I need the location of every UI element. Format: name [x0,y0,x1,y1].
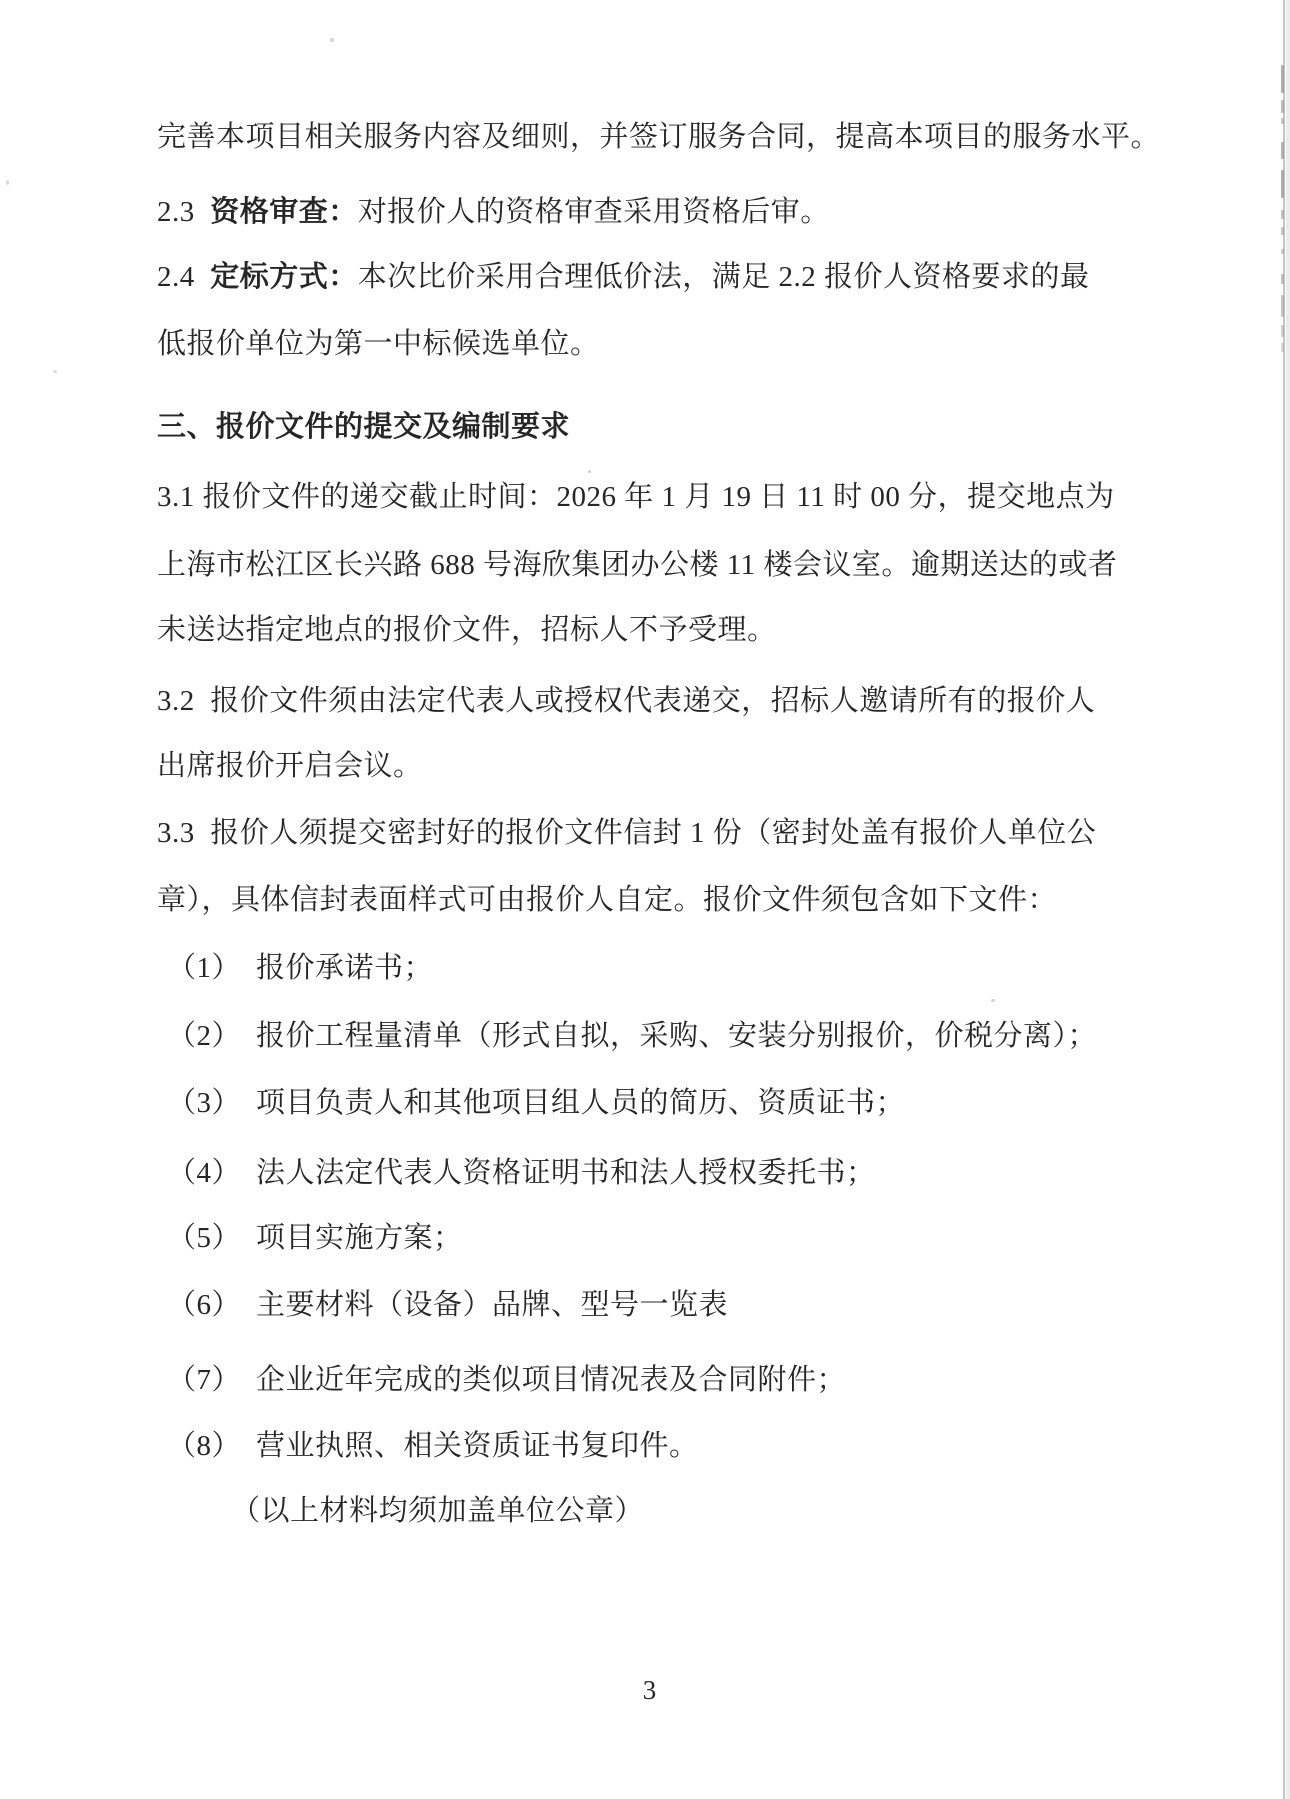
section-3-heading [157,405,1217,449]
line-text: （6） 主要材料（设备）品牌、型号一览表 [167,1289,729,1321]
line-text: 出席报价开启会议。 [157,750,423,782]
note-official-seal-requirement [231,1489,1290,1533]
list-item-6-materials-brand-list [167,1283,1227,1327]
clause-2-4-continuation [157,322,1217,366]
clause-3-3-continuation [157,878,1217,922]
list-item-2-bill-of-quantities [167,1014,1227,1058]
clause-3-1-continuation [157,608,1217,652]
scan-artifact-dash [1281,65,1284,93]
line-text: （以上材料均须加盖单位公章） [231,1495,645,1527]
scan-artifact-dash [1281,118,1284,124]
scan-edge-band [1286,0,1290,1799]
scan-speck [6,180,9,185]
line-text: 本次比价采用合理低价法，满足 2.2 报价人资格要求的最 [357,261,1090,293]
list-item-3-personnel-resumes [167,1081,1227,1125]
page-number: 3 [642,1675,657,1705]
line-text: （4） 法人法定代表人资格证明书和法人授权委托书； [167,1157,876,1189]
scan-artifact-dash [1281,274,1284,284]
line-text: 3.2 报价文件须由法定代表人或授权代表递交，招标人邀请所有的报价人 [157,685,1096,717]
scan-artifact-dash [1281,325,1284,337]
clause-3-1-deadline [157,475,1217,519]
line-text: 3.1 报价文件的递交截止时间：2026 年 1 月 19 日 11 时 00 分，提交地点为 [157,481,1115,513]
line-text: 完善本项目相关服务内容及细则，并签订服务合同，提高本项目的服务水平。 [157,121,1161,153]
paragraph-continuation-service [157,115,1217,159]
list-item-5-implementation-plan [167,1216,1227,1260]
clause-2-3-qualification-review [157,190,1217,234]
list-item-1-commitment-letter [167,946,1227,990]
clause-2-4-award-method [157,255,1217,299]
scan-artifact-dash [1281,170,1284,198]
clause-3-3-sealed-envelope [157,811,1217,855]
line-text: （8） 营业执照、相关资质证书复印件。 [167,1430,699,1462]
line-text: 3.3 报价人须提交密封好的报价文件信封 1 份（密封处盖有报价人单位公 [157,817,1097,849]
scan-artifact-dash [1281,295,1284,317]
scan-artifact-dash [1281,100,1284,113]
scan-artifact-dash [1281,210,1284,219]
scan-artifact-dash [1281,142,1284,159]
scan-edge-line [1283,0,1285,1799]
scan-artifact-dash [1281,343,1284,352]
scan-artifact-dash [1281,227,1284,235]
line-text: （7） 企业近年完成的类似项目情况表及合同附件； [167,1364,847,1396]
list-item-4-legal-representative-certs [167,1151,1227,1195]
section-heading-text: 三、报价文件的提交及编制要求 [157,411,571,443]
line-text: 低报价单位为第一中标候选单位。 [157,328,600,360]
scan-artifact-dash [1281,249,1284,254]
line-text: （1） 报价承诺书； [167,952,434,984]
line-text: 未送达指定地点的报价文件，招标人不予受理。 [157,614,777,646]
clause-3-2-representative [157,679,1217,723]
list-item-8-business-license [167,1424,1227,1468]
clause-3-2-continuation [157,744,1217,788]
scan-speck [53,370,57,373]
clause-number: 2.4 [157,261,211,293]
scan-speck [991,999,995,1002]
line-text: 上海市松江区长兴路 688 号海欣集团办公楼 11 楼会议室。逾期送达的或者 [157,549,1118,581]
clause-label: 资格审查： [210,196,358,228]
clause-number: 2.3 [157,196,211,228]
scan-speck [588,470,591,473]
clause-3-1-address [157,543,1217,587]
scan-speck [330,38,334,42]
line-text: （3） 项目负责人和其他项目组人员的简历、资质证书； [167,1087,906,1119]
list-item-7-similar-projects [167,1358,1227,1402]
line-text: 对报价人的资格审查采用资格后审。 [357,196,830,228]
line-text: 章），具体信封表面样式可由报价人自定。报价文件须包含如下文件： [157,884,1058,916]
line-text: （5） 项目实施方案； [167,1222,463,1254]
clause-label: 定标方式： [210,261,358,293]
line-text: （2） 报价工程量清单（形式自拟，采购、安装分别报价，价税分离）； [167,1020,1098,1052]
